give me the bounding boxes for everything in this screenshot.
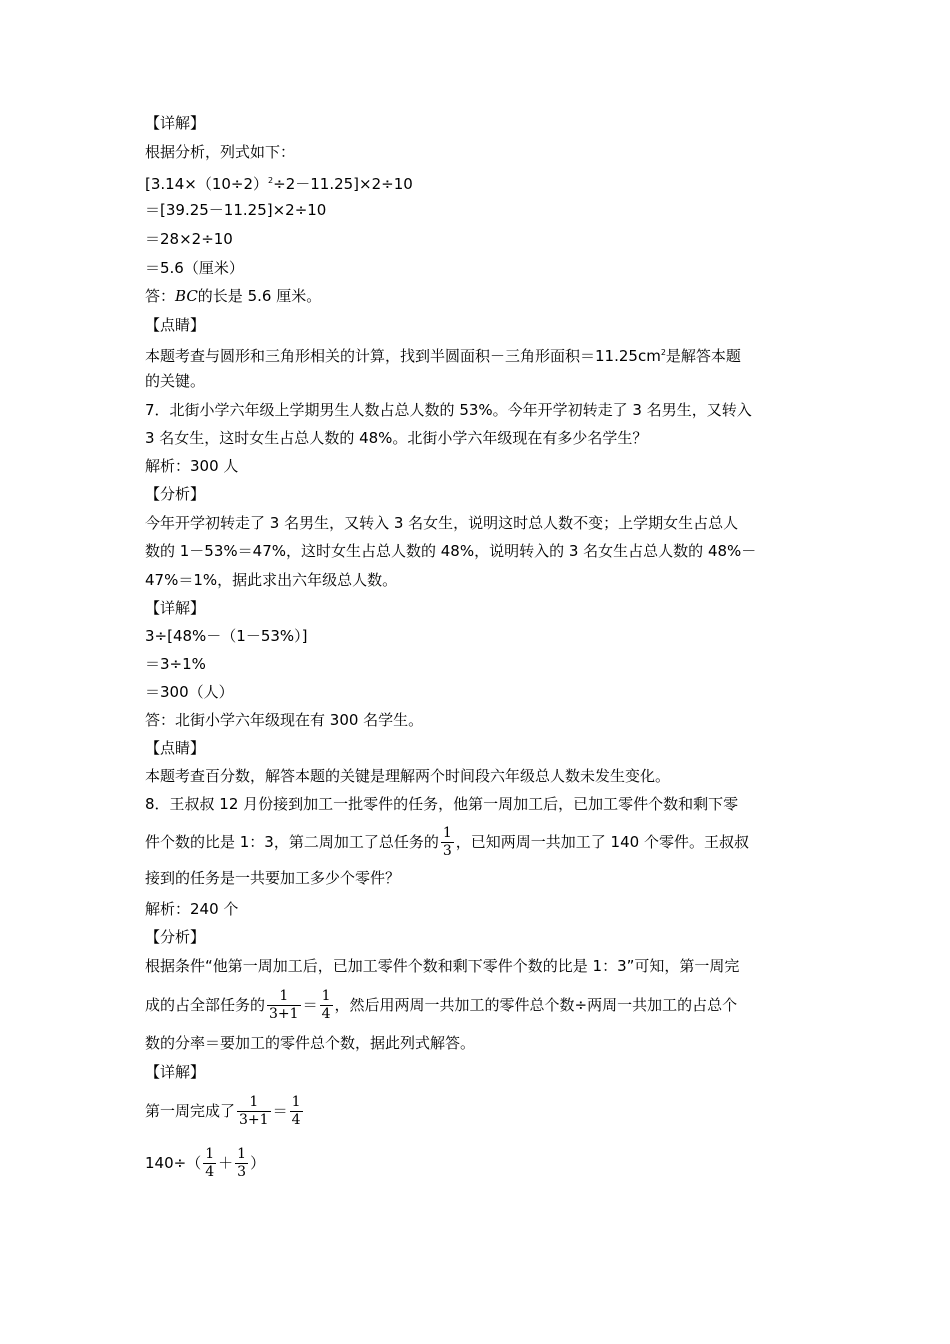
numerator: 1	[237, 1146, 247, 1162]
answer-prefix: 答：	[145, 287, 176, 305]
question-7-line: 7．北街小学六年级上学期男生人数占总人数的 53%。今年开学初转走了 3 名男生，又转入	[145, 401, 752, 419]
plus-sign: ＋	[218, 1154, 234, 1172]
text-part: 140÷（	[145, 1154, 202, 1172]
numerator: 1	[237, 1094, 271, 1112]
equation-part: ÷2－11.25]×2÷10	[273, 175, 413, 193]
fraction	[235, 1146, 248, 1181]
answer-line: 答：北街小学六年级现在有 300 名学生。	[145, 711, 424, 729]
section-heading-detail: 【详解】	[145, 1063, 206, 1081]
text-part: 是解答本题	[665, 347, 741, 365]
numerator: 1	[321, 988, 331, 1004]
text-line	[145, 985, 737, 1025]
text-part: 成的占全部任务的	[145, 996, 266, 1014]
exponent: 2	[660, 348, 666, 357]
section-heading-detail: 【详解】	[145, 599, 206, 617]
section-heading-detail: 【详解】	[145, 114, 206, 132]
question-8-line: 接到的任务是一共要加工多少个零件？	[145, 869, 401, 887]
numerator: 1	[205, 1146, 215, 1162]
answer-text: 的长是 5.6 厘米。	[197, 287, 322, 305]
text-line: 根据分析，列式如下：	[145, 143, 296, 161]
fraction	[267, 988, 301, 1023]
equation-line	[145, 1091, 305, 1131]
numerator: 1	[267, 988, 301, 1006]
denominator: 3+1	[239, 1112, 269, 1128]
denominator: 4	[205, 1164, 215, 1180]
text-part: 第一周完成了	[145, 1102, 236, 1120]
solution-line: 解析：240 个	[145, 900, 239, 918]
fraction	[237, 1094, 271, 1129]
question-8-line: 8．王叔叔 12 月份接到加工一批零件的任务，他第一周加工后，已加工零件个数和剩下零	[145, 795, 739, 813]
equation-line: 3÷[48%－（1－53%）]	[145, 627, 308, 645]
text-line: 本题考查百分数，解答本题的关键是理解两个时间段六年级总人数未发生变化。	[145, 767, 671, 785]
text-line	[145, 343, 741, 366]
denominator: 4	[291, 1112, 301, 1128]
text-part: ，已知两周一共加工了 140 个零件。王叔叔	[455, 833, 749, 851]
denominator: 3	[442, 843, 452, 859]
equation-line	[145, 1143, 265, 1183]
answer-line	[145, 286, 321, 306]
fraction	[290, 1094, 303, 1129]
text-line: 数的分率＝要加工的零件总个数，据此列式解答。	[145, 1034, 476, 1052]
text-line: 的关键。	[145, 372, 206, 390]
fraction	[441, 825, 454, 860]
text-part: ，然后用两周一共加工的零件总个数÷两周一共加工的占总个	[334, 996, 738, 1014]
text-line: 数的 1－53%＝47%，这时女生占总人数的 48%，说明转入的 3 名女生占总人数的 48%－	[145, 542, 757, 560]
equation-line: ＝28×2÷10	[145, 230, 233, 248]
equation-line: ＝300（人）	[145, 683, 234, 701]
equals-sign: ＝	[302, 996, 318, 1014]
denominator: 3	[237, 1164, 247, 1180]
equation-line: ＝5.6（厘米）	[145, 259, 244, 277]
variable: BC	[175, 287, 198, 305]
solution-line: 解析：300 人	[145, 457, 239, 475]
question-8-line	[145, 824, 749, 860]
question-7-line: 3 名女生，这时女生占总人数的 48%。北街小学六年级现在有多少名学生？	[145, 429, 648, 447]
section-heading-analysis: 【分析】	[145, 928, 206, 946]
equals-sign: ＝	[272, 1102, 288, 1120]
equation-line	[145, 171, 413, 194]
text-part: 本题考查与圆形和三角形相关的计算，找到半圆面积－三角形面积＝11.25cm	[145, 347, 661, 365]
fraction	[203, 1146, 216, 1181]
section-heading-comment: 【点睛】	[145, 739, 206, 757]
equation-part: [3.14×（10÷2）	[145, 175, 269, 193]
equation-line: ＝[39.25－11.25]×2÷10	[145, 201, 327, 219]
numerator: 1	[291, 1094, 301, 1110]
equation-line: ＝3÷1%	[145, 655, 206, 673]
fraction	[320, 988, 333, 1023]
text-part: ）	[250, 1154, 266, 1172]
section-heading-analysis: 【分析】	[145, 485, 206, 503]
text-line: 根据条件“他第一周加工后，已加工零件个数和剩下零件个数的比是 1：3”可知，第一周完	[145, 957, 740, 975]
denominator: 3+1	[269, 1006, 299, 1022]
text-line: 47%＝1%，据此求出六年级总人数。	[145, 571, 398, 589]
text-part: 件个数的比是 1：3，第二周加工了总任务的	[145, 833, 439, 851]
section-heading-comment: 【点睛】	[145, 316, 206, 334]
exponent: 2	[268, 176, 274, 185]
text-line: 今年开学初转走了 3 名男生，又转入 3 名女生，说明这时总人数不变；上学期女生占总人	[145, 514, 739, 532]
denominator: 4	[321, 1006, 331, 1022]
numerator: 1	[442, 825, 452, 841]
